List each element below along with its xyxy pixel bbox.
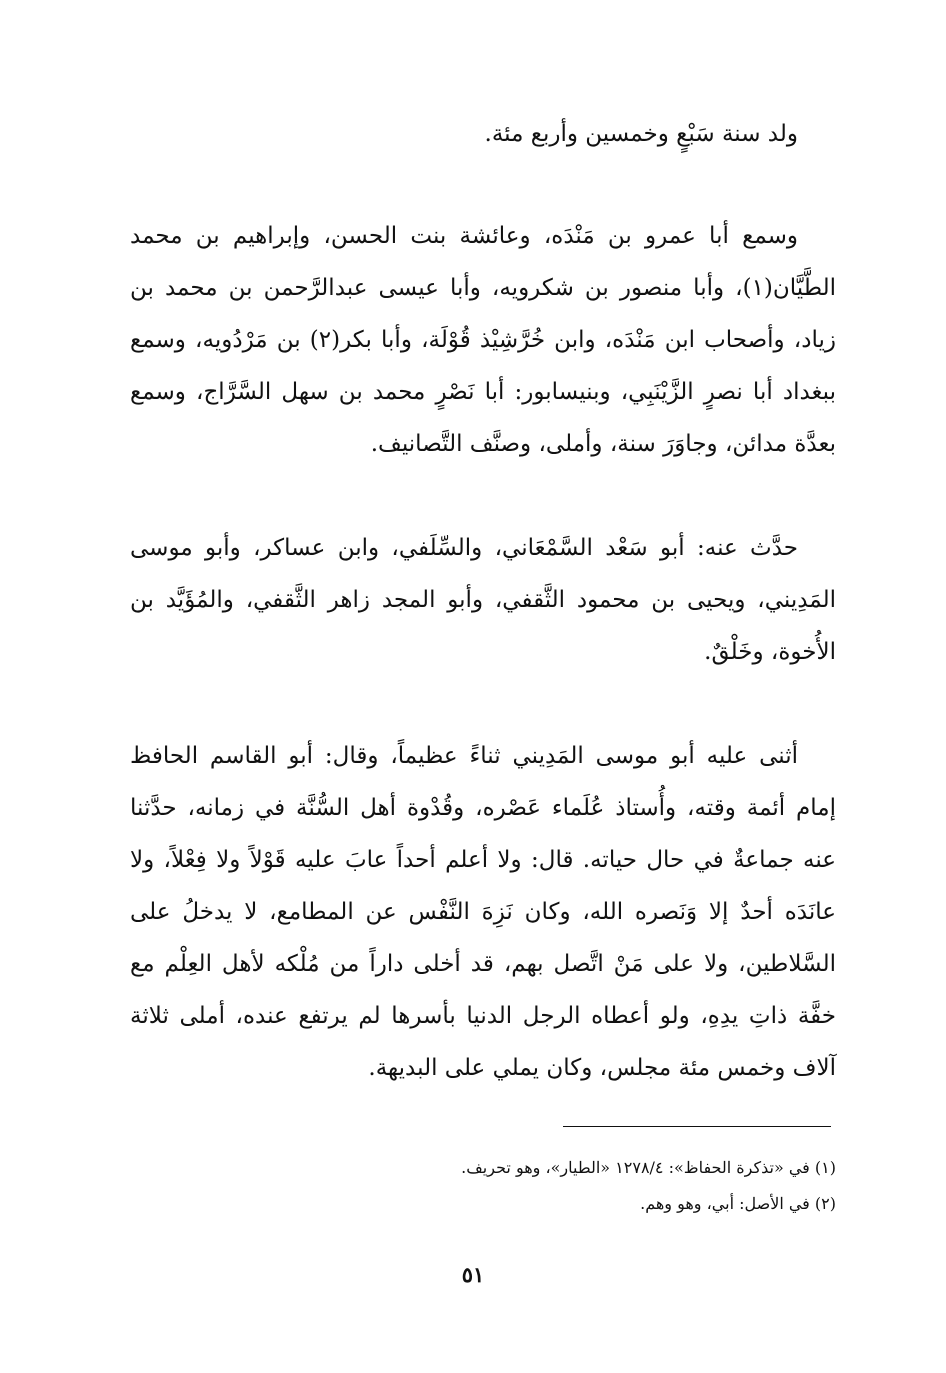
paragraph-students: حدَّث عنه: أبو سَعْد السَّمْعَاني، والسِّلَفي، وابن عساكر، وأبو موسى المَدِيني، ويحيى بن محمود الثَّقفي، وأبو المجد زاهر الثَّقفي، والمُؤَيَّد بن الأُخوة، وخَلْقٌ.	[130, 535, 836, 665]
paragraph-praise: أثنى عليه أبو موسى المَدِيني ثناءً عظيماً، وقال: أبو القاسم الحافظ إمام أئمة وقته، وأُستاذ عُلَماء عَصْره، وقُدْوة أهل السُّنَّة في زمانه، حدَّثنا عنه جماعةٌ في حال حياته. قال: ولا أعلم أحداً عابَ عليه قَوْلاً ولا فِعْلاً، ولا عانَدَه أحدٌ إلا وَنَصره الله، وكان نَزِهَ النَّفْس عن المطامع، لا يدخلُ على السَّلاطين، ولا على مَنْ اتَّصل بهم، قد أخلى داراً من مُلْكه لأهل العِلْم مع خفَّة ذاتِ يدِهِ، ولو أعطاه الرجل الدنيا بأسرها لم يرتفع عنده، أملى ثلاثة آلاف وخمس مئة مجلس، وكان يملي على البديهة.	[130, 743, 836, 1081]
main-text	[130, 108, 836, 1094]
page-number: ٥١	[461, 1262, 485, 1287]
paragraph-teachers: وسمع أبا عمرو بن مَنْدَه، وعائشة بنت الحسن، وإبراهيم بن محمد الطَّيَّان(١)، وأبا منصور بن شكرويه، وأبا عيسى عبدالرَّحمن بن محمد بن زياد، وأصحاب ابن مَنْدَه، وابن خُرَّشِيْذ قُوْلَة، وأبا بكر(٢) بن مَرْدُويه، وسمع ببغداد أبا نصرٍ الزَّيْنَبِي، وبنيسابور: أبا نَصْرٍ محمد بن سهل السَّرَّاج، وسمع بعدَّة مدائن، وجاوَرَ سنة، وأملى، وصنَّف التَّصانيف.	[130, 223, 836, 457]
paragraph-birth: ولد سنة سَبْعٍ وخمسين وأربع مئة.	[484, 121, 798, 147]
footnote-1: (١) في «تذكرة الحفاظ»: ١٢٧٨/٤ «الطيار»، وهو تحريف.	[461, 1158, 836, 1177]
footnotes	[130, 1150, 836, 1222]
footnote-2: (٢) في الأصل: أبي، وهو وهم.	[640, 1194, 836, 1213]
footnote-divider	[563, 1126, 831, 1127]
